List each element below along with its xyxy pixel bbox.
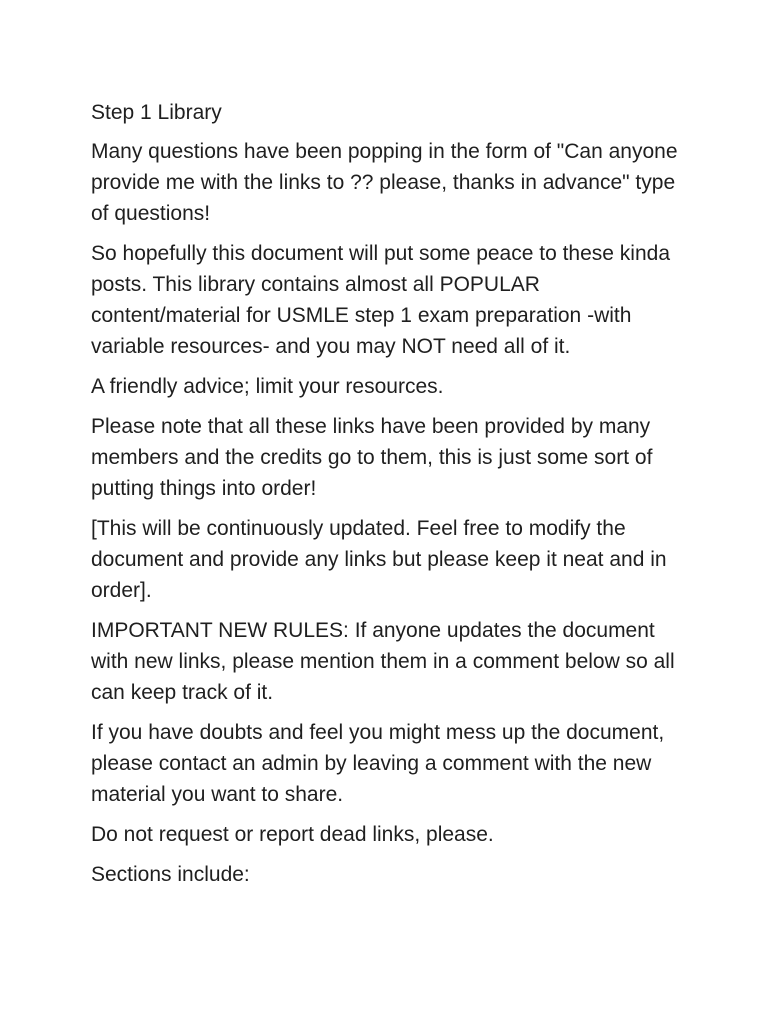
paragraph-credits-note: Please note that all these links have been provided by many members and the credits go to them, this is just some sort of putting things into order! (91, 415, 653, 500)
document-body (91, 97, 691, 899)
paragraph-friendly-advice: A friendly advice; limit your resources. (91, 375, 444, 398)
paragraph-update-note: [This will be continuously updated. Feel free to modify the document and provide any links but please keep it neat and in order]. (91, 517, 667, 602)
paragraph-library-purpose: So hopefully this document will put some peace to these kinda posts. This library contains almost all POPULAR content/material for USMLE step 1 exam preparation -with variable resources- and you may NOT need all of it. (91, 242, 671, 358)
paragraph-sections-include: Sections include: (91, 863, 250, 886)
paragraph-dead-links: Do not request or report dead links, please. (91, 823, 494, 846)
paragraph-important-rules: IMPORTANT NEW RULES: If anyone updates the document with new links, please mention them in a comment below so all can keep track of it. (91, 619, 675, 704)
paragraph-intro-questions: Many questions have been popping in the form of "Can anyone provide me with the links to ?? please, thanks in advance" type of questions! (91, 140, 678, 225)
document-title: Step 1 Library (91, 101, 222, 124)
paragraph-contact-admin: If you have doubts and feel you might mess up the document, please contact an admin by leaving a comment with the new material you want to share. (91, 721, 665, 806)
